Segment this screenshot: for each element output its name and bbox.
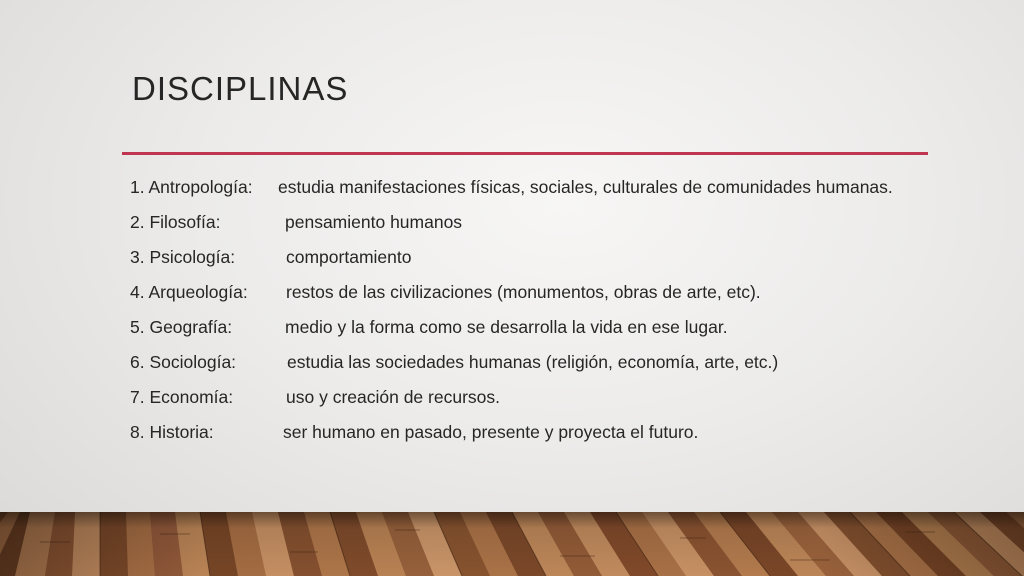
item-term: 6. Sociología:: [130, 352, 237, 372]
item-description: uso y creación de recursos.: [286, 387, 500, 407]
item-term: 4. Arqueología:: [130, 282, 248, 302]
item-term: 3. Psicología:: [130, 247, 236, 267]
item-term: 8. Historia:: [130, 422, 214, 442]
item-description: estudia manifestaciones físicas, sociales, culturales de comunidades humanas.: [278, 177, 893, 197]
item-term: 5. Geografía:: [130, 317, 233, 337]
item-description: restos de las civilizaciones (monumentos, obras de arte, etc).: [286, 282, 761, 302]
wood-floor: [0, 512, 1024, 576]
item-description: pensamiento humanos: [285, 212, 463, 232]
title-divider: [122, 152, 928, 155]
item-description: ser humano en pasado, presente y proyecta el futuro.: [283, 422, 699, 442]
item-description: comportamiento: [286, 247, 412, 267]
item-description: medio y la forma como se desarrolla la vida en ese lugar.: [285, 317, 728, 337]
item-description: estudia las sociedades humanas (religión, economía, arte, etc.): [287, 352, 779, 372]
item-term: 2. Filosofía:: [130, 212, 221, 232]
item-term: 7. Economía:: [130, 387, 234, 407]
slide-title: DISCIPLINAS: [132, 70, 349, 107]
wood-planks-graphic: [0, 512, 1024, 576]
item-term: 1. Antropología:: [130, 177, 253, 197]
